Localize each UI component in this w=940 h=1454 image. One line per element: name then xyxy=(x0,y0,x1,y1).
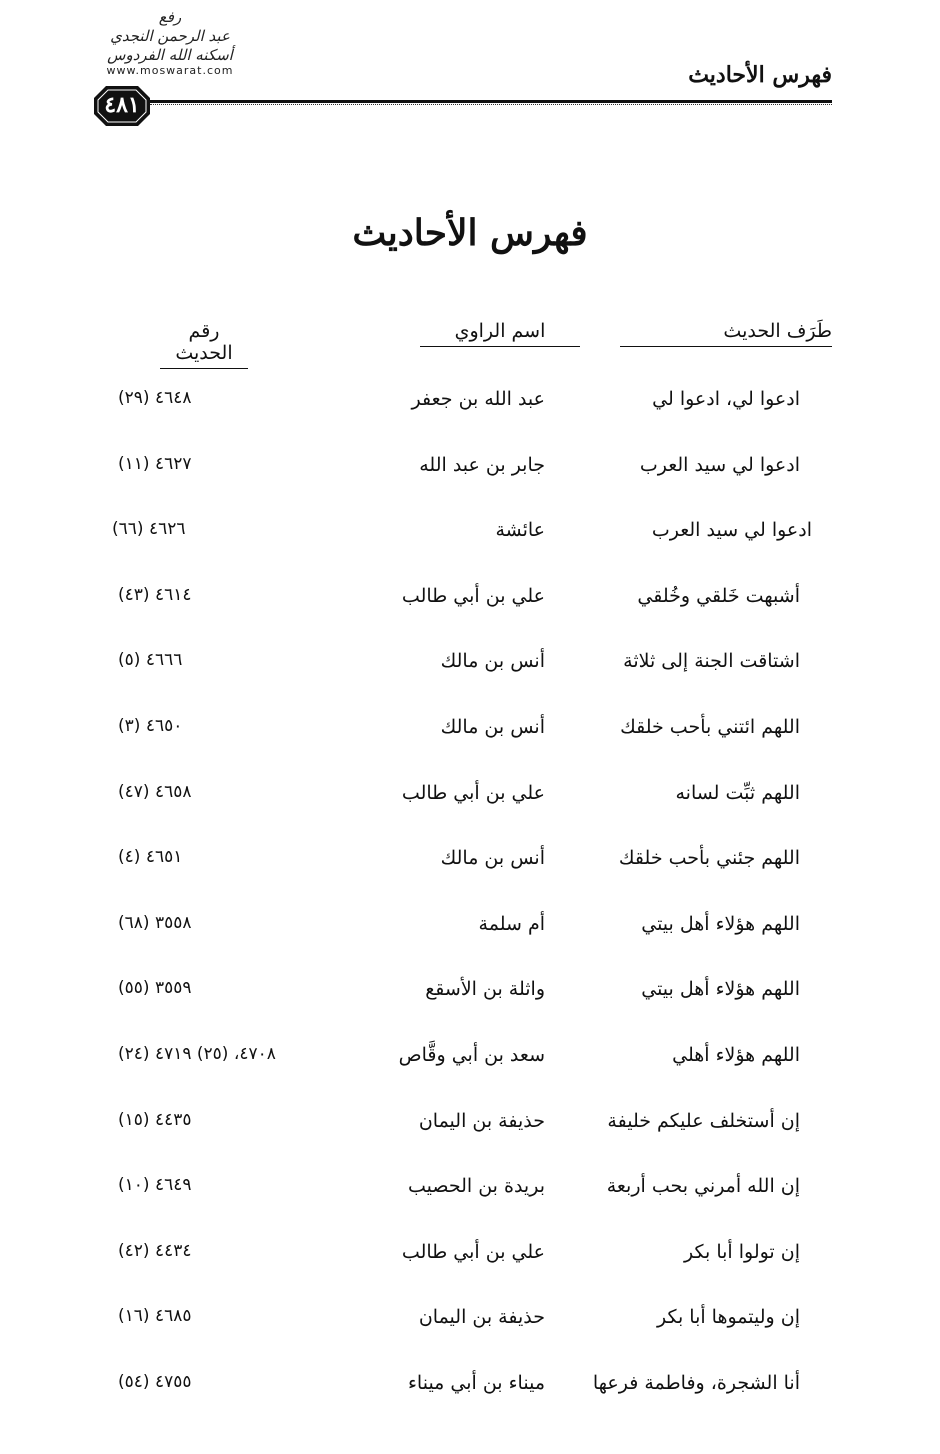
column-header-narrator: اسم الراوي xyxy=(420,320,580,347)
narrator-cell: أنس بن مالك xyxy=(440,847,545,870)
publisher-stamp xyxy=(70,8,270,77)
table-row xyxy=(0,444,940,510)
page-number: ٤٨١ xyxy=(104,92,140,118)
hadith-cell: أشبهت خَلقي وخُلقي xyxy=(637,584,800,607)
hadith-cell: اللهم ثبِّت لسانه xyxy=(675,781,800,804)
number-cell: (٥) ٤٦٦٦ xyxy=(118,650,183,671)
number-cell: (٤) ٤٦٥١ xyxy=(118,847,183,868)
narrator-cell: سعد بن أبي وقَّاص xyxy=(398,1043,545,1066)
narrator-cell: جابر بن عبد الله xyxy=(419,453,545,476)
number-cell: (٦٨) ٣٥٥٨ xyxy=(118,912,192,933)
hadith-cell: إن وليتموها أبا بكر xyxy=(656,1306,800,1329)
table-row xyxy=(0,903,940,969)
number-cell: (٢٤) ٤٧٠٨، (٢٥) ٤٧١٩ xyxy=(118,1043,276,1064)
hadith-cell: اللهم هؤلاء أهل بيتي xyxy=(641,912,800,935)
hadith-cell: ادعوا لي سيد العرب xyxy=(639,453,800,476)
number-cell: (٥٥) ٣٥٥٩ xyxy=(118,978,192,999)
narrator-cell: بريدة بن الحصيب xyxy=(407,1175,545,1198)
hadith-cell: ادعوا لي، ادعوا لي xyxy=(652,388,800,410)
table-row xyxy=(0,1231,940,1297)
narrator-cell: حذيفة بن اليمان xyxy=(418,1306,545,1329)
page-title: فهرس الأحاديث xyxy=(352,212,588,254)
narrator-cell: عائشة xyxy=(495,519,545,542)
table-row xyxy=(0,837,940,903)
column-header-hadith: طَرَف الحديث xyxy=(620,320,832,347)
number-cell: (١٥) ٤٤٣٥ xyxy=(118,1109,192,1130)
number-cell: (٤٢) ٤٤٣٤ xyxy=(118,1240,192,1261)
table-row xyxy=(0,1100,940,1166)
narrator-cell: ميناء بن أبي ميناء xyxy=(407,1371,545,1394)
hadith-cell: اللهم هؤلاء أهلي xyxy=(672,1043,800,1066)
narrator-cell: عبد الله بن جعفر xyxy=(411,388,545,410)
hadith-cell: اللهم ائتني بأحب خلقك xyxy=(620,715,800,738)
stamp-line: رفع xyxy=(158,8,182,26)
number-cell: (٦٦) ٤٦٢٦ xyxy=(112,519,186,540)
table-row xyxy=(0,378,940,444)
stamp-url: www.moswarat.com xyxy=(106,64,234,77)
number-cell: (١٠) ٤٦٤٩ xyxy=(118,1175,192,1196)
narrator-cell: علي بن أبي طالب xyxy=(401,1240,545,1263)
hadith-cell: إن أستخلف عليكم خليفة xyxy=(607,1109,800,1132)
page-number-badge xyxy=(92,84,152,128)
number-cell: (٢٩) ٤٦٤٨ xyxy=(118,388,192,408)
number-cell: (٥٤) ٤٧٥٥ xyxy=(118,1371,192,1392)
number-cell: (١٦) ٤٦٨٥ xyxy=(118,1306,192,1327)
table-row xyxy=(0,706,940,772)
narrator-cell: علي بن أبي طالب xyxy=(401,584,545,607)
table-row xyxy=(0,772,940,838)
narrator-cell: واثلة بن الأسقع xyxy=(425,978,545,1001)
hadith-cell: اللهم هؤلاء أهل بيتي xyxy=(641,978,800,1001)
table-row xyxy=(0,1034,940,1100)
table-row xyxy=(0,575,940,641)
narrator-cell: أم سلمة xyxy=(478,912,545,935)
running-title: فهرس الأحاديث xyxy=(688,62,832,88)
stamp-line: عبد الرحمن النجدي xyxy=(110,27,230,45)
table-row xyxy=(0,1165,940,1231)
hadith-cell: أنا الشجرة، وفاطمة فرعها xyxy=(592,1371,800,1394)
hadith-cell: اللهم جئني بأحب خلقك xyxy=(618,847,800,870)
narrator-cell: علي بن أبي طالب xyxy=(401,781,545,804)
hadith-cell: إن الله أمرني بحب أربعة xyxy=(606,1175,800,1198)
hadith-cell: ادعوا لي سيد العرب xyxy=(651,519,812,542)
table-row xyxy=(0,1362,940,1428)
table-row xyxy=(0,509,940,575)
number-cell: (١١) ٤٦٢٧ xyxy=(118,453,192,474)
number-cell: (٤٣) ٤٦١٤ xyxy=(118,584,192,605)
table-row xyxy=(0,968,940,1034)
hadith-cell: إن تولوا أبا بكر xyxy=(684,1240,800,1263)
narrator-cell: حذيفة بن اليمان xyxy=(418,1109,545,1132)
hadith-cell: اشتاقت الجنة إلى ثلاثة xyxy=(623,650,800,673)
number-cell: (٣) ٤٦٥٠ xyxy=(118,715,183,736)
header-rule-dotted xyxy=(150,104,832,105)
narrator-cell: أنس بن مالك xyxy=(440,715,545,738)
table-row xyxy=(0,640,940,706)
column-header-number: رقم الحديث xyxy=(160,320,248,369)
narrator-cell: أنس بن مالك xyxy=(440,650,545,673)
header-rule xyxy=(150,100,832,103)
table-row xyxy=(0,1296,940,1362)
number-cell: (٤٧) ٤٦٥٨ xyxy=(118,781,192,802)
hadith-index-table xyxy=(0,378,940,1428)
stamp-line: أسكنه الله الفردوس xyxy=(107,46,233,64)
